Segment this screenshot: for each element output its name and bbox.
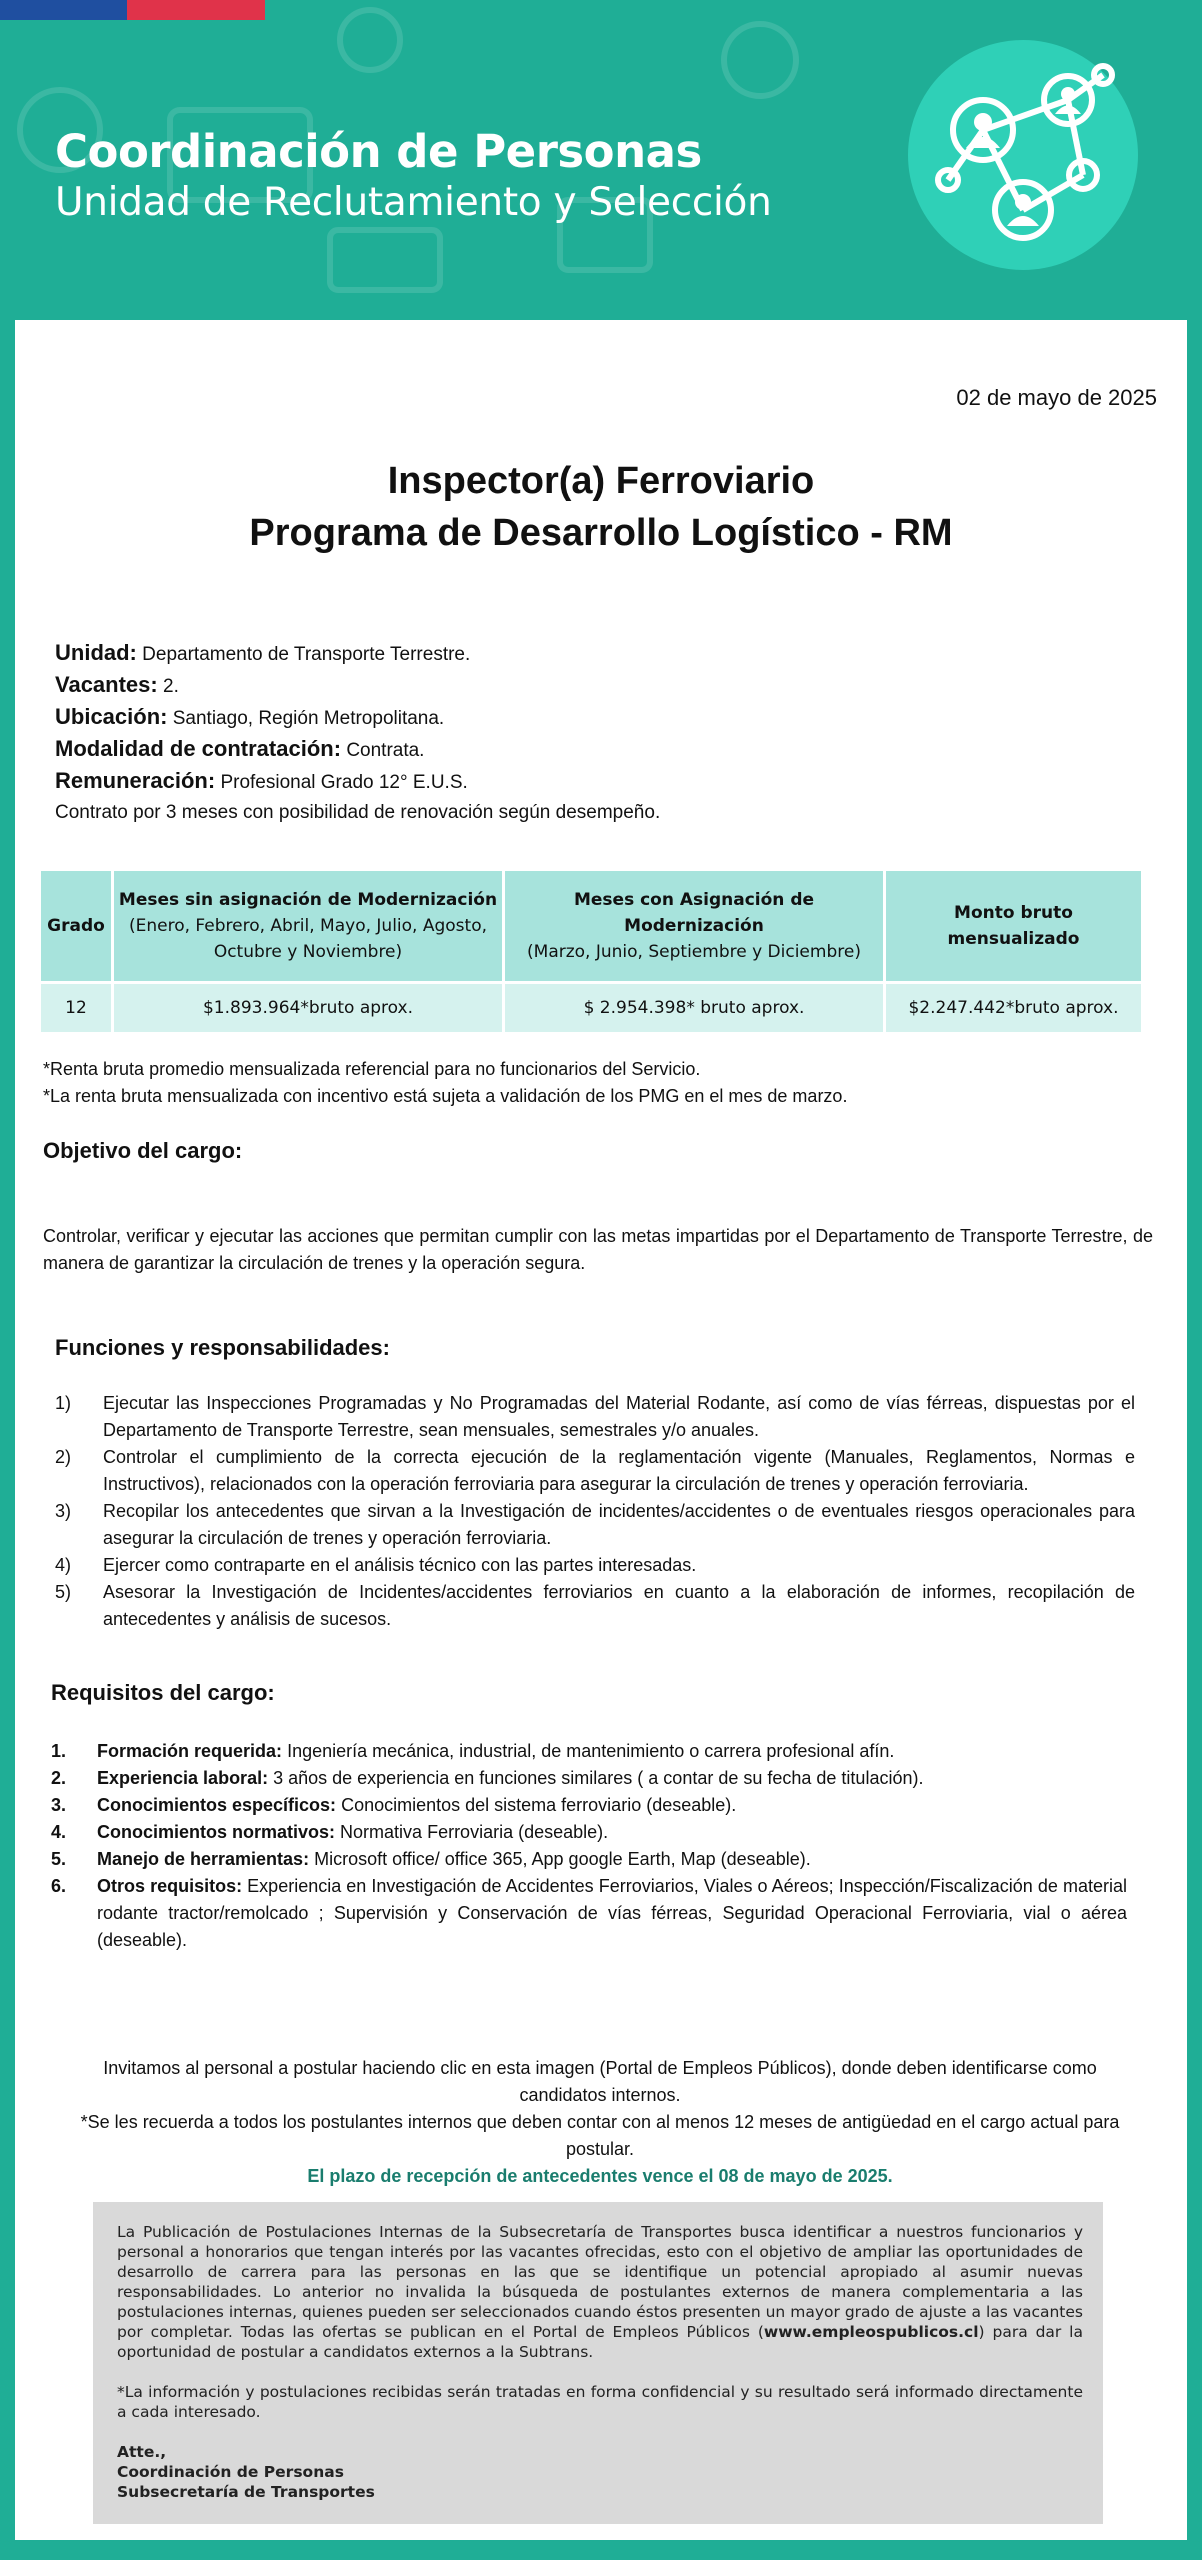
objetivo-text: Controlar, verificar y ejecutar las acciones que permitan cumplir con las metas impartidas por el Departamento de Transporte Terrestre, de manera de garantizar la circulación de trenes y la operación segura. — [43, 1226, 1153, 1273]
page-header — [0, 0, 1202, 320]
list-item — [51, 1792, 1127, 1819]
antiguedad-note: *Se les recuerda a todos los postulantes internos que deben contar con al menos 12 meses de antigüedad en el cargo actual para postular. — [80, 2112, 1120, 2159]
list-item-number: 6. — [51, 1876, 67, 1896]
requisitos-heading: Requisitos del cargo: — [51, 1680, 275, 1705]
vacantes-label: Vacantes: — [55, 672, 158, 697]
remuneracion-label: Remuneración: — [55, 768, 216, 793]
unidad-label: Unidad: — [55, 640, 137, 665]
list-item-text — [97, 1819, 1127, 1846]
requisito-text: Ingeniería mecánica, industrial, de mantenimiento o carrera profesional afín. — [287, 1741, 895, 1761]
list-item — [51, 1738, 1127, 1765]
list-item-number: 5) — [55, 1582, 72, 1602]
list-item-number: 3) — [55, 1501, 72, 1521]
requisito-label: Conocimientos normativos: — [97, 1822, 336, 1842]
invitation — [75, 2055, 1125, 2190]
signature-line: Coordinación de Personas — [117, 2463, 344, 2481]
list-item-number: 1) — [55, 1393, 72, 1413]
confidentiality-note: *La información y postulaciones recibidas serán tratadas en forma confidencial y su resultado será informado directamente a cada interesado. — [117, 2383, 1083, 2421]
requisito-text: Experiencia en Investigación de Accidentes Ferroviarios, Viales o Aéreos; Inspección/Fiscalización de material rodante tractor/remolcado ; Supervisión y Conservación de vías férreas, Seguridad Operacional Ferroviaria, vial o aérea (deseable). — [97, 1876, 1127, 1950]
info-vacantes — [55, 670, 660, 702]
requisito-label: Experiencia laboral: — [97, 1768, 269, 1788]
salary-table-header — [40, 870, 1143, 983]
requisito-text: Normativa Ferroviaria (deseable). — [340, 1822, 609, 1842]
header-subtitle: Unidad de Reclutamiento y Selección — [55, 180, 772, 225]
contrato-note: Contrato por 3 meses con posibilidad de renovación según desempeño. — [55, 802, 661, 823]
list-item-number: 4) — [55, 1555, 72, 1575]
list-item — [55, 1390, 1135, 1444]
program-title: Programa de Desarrollo Logístico - RM — [249, 512, 953, 554]
list-item-text: Recopilar los antecedentes que sirvan a la Investigación de incidentes/accidentes o de eventuales riesgos operacionales para asegurar la circulación de trenes y operación ferroviaria. — [103, 1501, 1135, 1548]
requisito-label: Manejo de herramientas: — [97, 1849, 310, 1869]
modalidad-label: Modalidad de contratación: — [55, 736, 342, 761]
list-item-number: 1. — [51, 1741, 67, 1761]
list-item-number: 2. — [51, 1768, 67, 1788]
invite-text[interactable]: Invitamos al personal a postular haciendo clic en esta imagen (Portal de Empleos Públicos), donde deben identificarse como candidatos internos. — [103, 2058, 1097, 2105]
list-item-text: Asesorar la Investigación de Incidentes/accidentes ferroviarios en cuanto a la elaboración de informes, recopilación de antecedentes y análisis de sucesos. — [103, 1582, 1135, 1629]
signature-line: Subsecretaría de Transportes — [117, 2483, 375, 2501]
requisito-label: Formación requerida: — [97, 1741, 283, 1761]
list-item-number: 2) — [55, 1447, 72, 1467]
list-item — [55, 1498, 1135, 1552]
requisito-text: Microsoft office/ office 365, App google Earth, Map (deseable). — [314, 1849, 811, 1869]
job-title: Inspector(a) Ferroviario — [387, 460, 815, 502]
signature — [117, 2442, 1083, 2502]
vacantes-value: 2. — [163, 676, 179, 697]
requisitos-list — [51, 1738, 1127, 1954]
objetivo-heading: Objetivo del cargo: — [43, 1138, 243, 1163]
salary-notes — [43, 1056, 847, 1110]
requisito-text: 3 años de experiencia en funciones similares ( a contar de su fecha de titulación). — [273, 1768, 924, 1788]
document-body — [15, 320, 1187, 2540]
list-item — [51, 1765, 1127, 1792]
document-date: 02 de mayo de 2025 — [956, 385, 1157, 410]
header-grado: Grado — [40, 870, 113, 983]
people-network-icon — [908, 40, 1138, 270]
list-item-text: Ejercer como contraparte en el análisis técnico con las partes interesadas. — [103, 1555, 697, 1575]
cell-monto: $2.247.442*bruto aprox. — [885, 983, 1143, 1034]
ubicacion-label: Ubicación: — [55, 704, 168, 729]
list-item-text — [97, 1873, 1127, 1954]
salary-note: *Renta bruta promedio mensualizada referencial para no funcionarios del Servicio. — [43, 1059, 701, 1079]
header-sin-asignacion: Meses sin asignación de Modernización (Enero, Febrero, Abril, Mayo, Julio, Agosto, Octubre y Noviembre) — [113, 870, 504, 983]
list-item-text — [97, 1738, 1127, 1765]
disclaimer-box — [93, 2202, 1103, 2524]
info-unidad — [55, 638, 660, 670]
info-remuneracion — [55, 766, 660, 798]
flag-red — [127, 0, 265, 20]
requisito-label: Conocimientos específicos: — [97, 1795, 337, 1815]
salary-note: *La renta bruta mensualizada con incentivo está sujeta a validación de los PMG en el mes de marzo. — [43, 1086, 848, 1106]
modalidad-value: Contrata. — [346, 740, 425, 761]
unidad-value: Departamento de Transporte Terrestre. — [142, 644, 471, 665]
deadline-text: El plazo de recepción de antecedentes vence el 08 de mayo de 2025. — [307, 2166, 893, 2186]
header-title: Coordinación de Personas — [55, 125, 702, 178]
list-item — [51, 1819, 1127, 1846]
table-row — [40, 983, 1143, 1034]
list-item-text — [97, 1846, 1127, 1873]
list-item-text: Controlar el cumplimiento de la correcta ejecución de la reglamentación vigente (Manuales, Reglamentos, Normas e Instructivos), relacionados con la operación ferroviaria para asegurar la circulación de trenes y operación ferroviaria. — [103, 1447, 1135, 1494]
remuneracion-value: Profesional Grado 12° E.U.S. — [220, 772, 468, 793]
ubicacion-value: Santiago, Región Metropolitana. — [172, 708, 445, 729]
info-ubicacion — [55, 702, 660, 734]
requisito-text: Conocimientos del sistema ferroviario (deseable). — [341, 1795, 737, 1815]
funciones-list — [55, 1390, 1135, 1633]
empleos-publicos-link[interactable]: www.empleospublicos.cl — [763, 2323, 979, 2341]
list-item-number: 4. — [51, 1822, 67, 1842]
list-item-number: 3. — [51, 1795, 67, 1815]
list-item — [55, 1552, 1135, 1579]
job-info — [55, 638, 660, 828]
requisito-label: Otros requisitos: — [97, 1876, 243, 1896]
list-item — [51, 1846, 1127, 1873]
list-item-number: 5. — [51, 1849, 67, 1869]
list-item — [55, 1444, 1135, 1498]
list-item — [55, 1579, 1135, 1633]
cell-con-asignacion: $ 2.954.398* bruto aprox. — [504, 983, 885, 1034]
cell-grado: 12 — [40, 983, 113, 1034]
info-modalidad — [55, 734, 660, 766]
header-con-asignacion: Meses con Asignación de Modernización (Marzo, Junio, Septiembre y Diciembre) — [504, 870, 885, 983]
list-item-text: Ejecutar las Inspecciones Programadas y No Programadas del Material Rodante, así como de vías férreas, dispuestas por el Departamento de Transporte Terrestre, sean mensuales, semestrales y/o anuales. — [103, 1393, 1135, 1440]
cell-sin-asignacion: $1.893.964*bruto aprox. — [113, 983, 504, 1034]
header-monto: Monto bruto mensualizado — [885, 870, 1143, 983]
flag-stripe — [0, 0, 265, 20]
list-item-text — [97, 1792, 1127, 1819]
funciones-heading: Funciones y responsabilidades: — [55, 1335, 390, 1360]
salary-table — [38, 868, 1144, 1035]
disclaimer-text — [117, 2222, 1083, 2502]
footer-strip — [0, 2540, 1202, 2560]
flag-blue — [0, 0, 127, 20]
disclaimer-paragraph: La Publicación de Postulaciones Internas de la Subsecretaría de Transportes busca identificar a nuestros funcionarios y personal a honorarios que tengan interés por las vacantes ofrecidas, esto con el objetivo de ampliar las oportunidades de desarrollo de carrera para las personas en las que se identifique un potencial apropiado al asumir nuevas responsabilidades. Lo anterior no invalida la búsqueda de postulantes externos de manera complementaria a las postulaciones internas, quienes pueden ser seleccionados cuando éstos presenten un mayor grado de ajuste a las vacantes por completar. Todas las ofertas se publican en el Portal de Empleos Públicos (www.empleospublicos.cl) para dar la oportunidad de postular a candidatos externos a la Subtrans. — [117, 2223, 1083, 2361]
list-item — [51, 1873, 1127, 1954]
list-item-text — [97, 1765, 1127, 1792]
signature-line: Atte., — [117, 2443, 167, 2461]
